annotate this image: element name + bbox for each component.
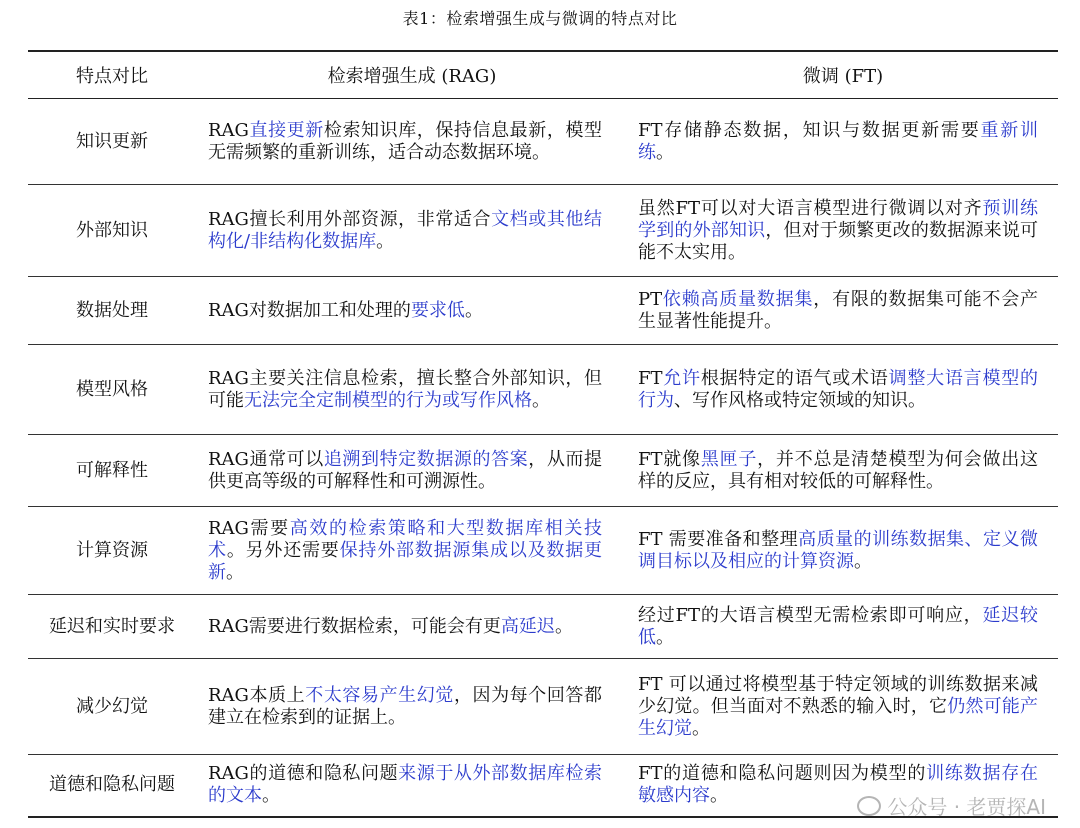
rag-cell (196, 595, 628, 659)
feature-cell: 数据处理 (28, 277, 196, 345)
table-header-row (28, 51, 1058, 99)
cell-text: 检索知识库，保持信息最新，模型无需频繁的重新训练，适合动态数据环境。 (208, 119, 603, 163)
rag-cell (196, 435, 628, 507)
ft-cell (628, 659, 1058, 755)
cell-text: RAG本质上 (208, 684, 306, 706)
ft-cell (628, 345, 1058, 435)
cell-text: 。 (532, 389, 550, 411)
cell-text: 。 (464, 299, 483, 321)
highlight-text: 允许 (662, 367, 701, 389)
cell-text: ，并不总是清楚模型为何会做出这样的反应，具有相对较低的可解释性。 (638, 448, 1039, 492)
highlight-text: 延迟较低 (638, 604, 1039, 648)
cell-text: 。 (376, 230, 395, 252)
cell-text: 、写作风格或特定领域的知识。 (674, 389, 926, 411)
cell-text: RAG需要 (208, 517, 290, 539)
highlight-text: 不太容易产生幻觉 (305, 684, 454, 706)
cell-text: PT (638, 288, 663, 310)
rag-cell (196, 507, 628, 595)
rag-cell (196, 99, 628, 185)
table-row (28, 435, 1058, 507)
feature-cell: 减少幻觉 (28, 659, 196, 755)
rag-cell (196, 277, 628, 345)
highlight-text: 保持外部数据源集成以及数据更新 (208, 539, 603, 583)
cell-text: 。 (554, 615, 573, 637)
highlight-text: 黑匣子 (700, 448, 758, 470)
cell-text: 。 (692, 717, 710, 739)
highlight-text: 高质量的训练数据集、定义微调目标以及相应的计算资源 (638, 528, 1039, 572)
cell-text: 。 (656, 626, 674, 648)
wechat-icon (857, 796, 881, 816)
table-row (28, 659, 1058, 755)
highlight-text: 训练数据存在敏感内容 (638, 763, 1038, 807)
cell-text: 虽然FT可以对大语言模型进行微调以对齐 (638, 197, 983, 219)
comparison-table (28, 50, 1058, 818)
highlight-text: 要求低 (410, 299, 465, 321)
highlight-text: 文档或其他结构化/非结构化数据库 (208, 208, 603, 252)
cell-text: 。 (854, 550, 872, 572)
cell-text: FT (638, 367, 663, 389)
cell-text: FT存储静态数据，知识与数据更新需要 (638, 119, 981, 141)
header-rag: 检索增强生成 (RAG) (196, 51, 628, 99)
cell-text: 。 (226, 561, 244, 583)
cell-text: FT就像 (638, 448, 701, 470)
highlight-text: 预训练学到的外部知识 (638, 197, 1039, 241)
highlight-text: 高延迟 (500, 615, 555, 637)
highlight-text: 依赖高质量数据集 (662, 288, 814, 310)
highlight-text: 无法完全定制模型的行为或写作风格 (244, 389, 532, 411)
ft-cell (628, 99, 1058, 185)
cell-text: FT的道德和隐私问题则因为模型的 (638, 763, 927, 785)
cell-text: 经过FT的大语言模型无需检索即可响应， (638, 604, 983, 626)
cell-text: FT 需要准备和整理 (638, 528, 799, 550)
feature-cell: 延迟和实时要求 (28, 595, 196, 659)
highlight-text: 重新训练 (638, 119, 1038, 163)
cell-text: 。 (710, 785, 728, 807)
header-feature: 特点对比 (28, 51, 196, 99)
highlight-text: 追溯到特定数据源的答案 (323, 448, 529, 470)
ft-cell (628, 595, 1058, 659)
table-row (28, 277, 1058, 345)
cell-text: 根据特定的语气或术语 (700, 367, 889, 389)
table-row (28, 507, 1058, 595)
highlight-text: 来源于从外部数据库检索的文本 (208, 763, 602, 807)
cell-text: ，但对于频繁更改的数据源来说可能不太实用。 (638, 219, 1039, 263)
cell-text: ，从而提供更高等级的可解释性和可溯源性。 (208, 448, 602, 492)
watermark (857, 791, 1046, 820)
watermark-text: 公众号 · 老贾探AI (887, 795, 1046, 819)
cell-text: 。 (656, 141, 674, 163)
cell-text: RAG需要进行数据检索，可能会有更 (208, 615, 501, 637)
cell-text: ，有限的数据集可能不会产生显著性能提升。 (638, 288, 1039, 332)
table-row (28, 345, 1058, 435)
ft-cell (628, 507, 1058, 595)
cell-text: ，因为每个回答都建立在检索到的证据上。 (208, 684, 603, 728)
highlight-text: 调整大语言模型的行为 (638, 367, 1039, 411)
table-row (28, 99, 1058, 185)
feature-cell: 道德和隐私问题 (28, 755, 196, 817)
cell-text: RAG (208, 119, 249, 141)
cell-text: RAG对数据加工和处理的 (208, 299, 411, 321)
cell-text: RAG擅长利用外部资源，非常适合 (208, 208, 492, 230)
cell-text: RAG的道德和隐私问题 (208, 763, 399, 785)
feature-cell: 可解释性 (28, 435, 196, 507)
table-row (28, 185, 1058, 277)
ft-cell (628, 435, 1058, 507)
cell-text: FT 可以通过将模型基于特定领域的训练数据来减少幻觉。但当面对不熟悉的输入时，它 (638, 673, 1038, 717)
highlight-text: 仍然可能产生幻觉 (638, 695, 1039, 739)
highlight-text: 高效的检索策略和大型数据库相关技术 (208, 517, 602, 561)
feature-cell: 外部知识 (28, 185, 196, 277)
table-row (28, 595, 1058, 659)
rag-cell (196, 345, 628, 435)
rag-cell (196, 755, 628, 817)
cell-text: RAG通常可以 (208, 448, 324, 470)
rag-cell (196, 659, 628, 755)
cell-text: 。 (262, 785, 280, 807)
feature-cell: 模型风格 (28, 345, 196, 435)
rag-cell (196, 185, 628, 277)
highlight-text: 直接更新 (248, 119, 324, 141)
cell-text: 。另外还需要 (226, 539, 340, 561)
feature-cell: 知识更新 (28, 99, 196, 185)
table-caption: 表1：检索增强生成与微调的特点对比 (402, 9, 678, 28)
ft-cell (628, 277, 1058, 345)
cell-text: RAG主要关注信息检索，擅长整合外部知识，但可能 (208, 367, 602, 411)
header-ft: 微调 (FT) (628, 51, 1058, 99)
feature-cell: 计算资源 (28, 507, 196, 595)
ft-cell (628, 185, 1058, 277)
